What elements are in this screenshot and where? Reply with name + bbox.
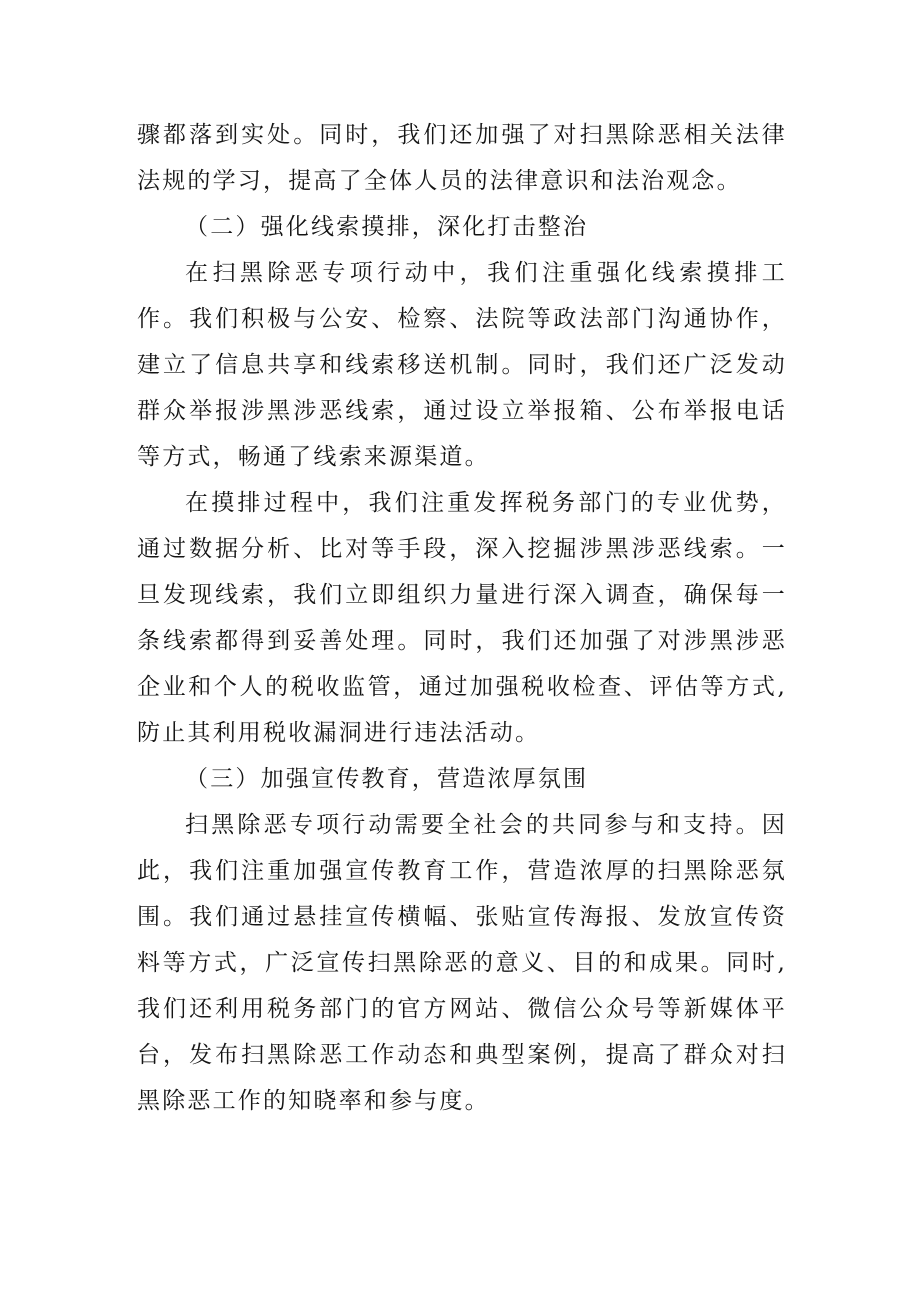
section-heading-3: （三）加强宣传教育，营造浓厚氛围	[185, 766, 589, 792]
paragraph-publicity-education: 扫黑除恶专项行动需要全社会的共同参与和支持。因此，我们注重加强宣传教育工作，营造浓厚的扫黑除恶氛围。我们通过悬挂宣传横幅、张贴宣传海报、发放宣传资料等方式，广泛宣传扫黑除恶的意义、目的和成果。同时,我们还利用税务部门的官方网站、微信公众号等新媒体平台，发布扫黑除恶工作动态和典型案例，提高了群众对扫黑除恶工作的知晓率和参与度。	[137, 812, 787, 1114]
paragraph-investigation-process: 在摸排过程中，我们注重发挥税务部门的专业优势，通过数据分析、比对等手段，深入挖掘涉黑涉恶线索。一旦发现线索，我们立即组织力量进行深入调查，确保每一条线索都得到妥善处理。同时，我们还加强了对涉黑涉恶企业和个人的税收监管，通过加强税收检查、评估等方式,防止其利用税收漏洞进行违法活动。	[137, 490, 787, 746]
document-body	[137, 112, 787, 1124]
paragraph-continuation: 骤都落到实处。同时，我们还加强了对扫黑除恶相关法律法规的学习，提高了全体人员的法律意识和法治观念。	[137, 122, 787, 194]
section-heading-2: （二）强化线索摸排，深化打击整治	[185, 214, 589, 240]
paragraph-clue-investigation: 在扫黑除恶专项行动中，我们注重强化线索摸排工作。我们积极与公安、检察、法院等政法部门沟通协作，建立了信息共享和线索移送机制。同时，我们还广泛发动群众举报涉黑涉恶线索，通过设立举报箱、公布举报电话等方式，畅通了线索来源渠道。	[137, 260, 787, 470]
